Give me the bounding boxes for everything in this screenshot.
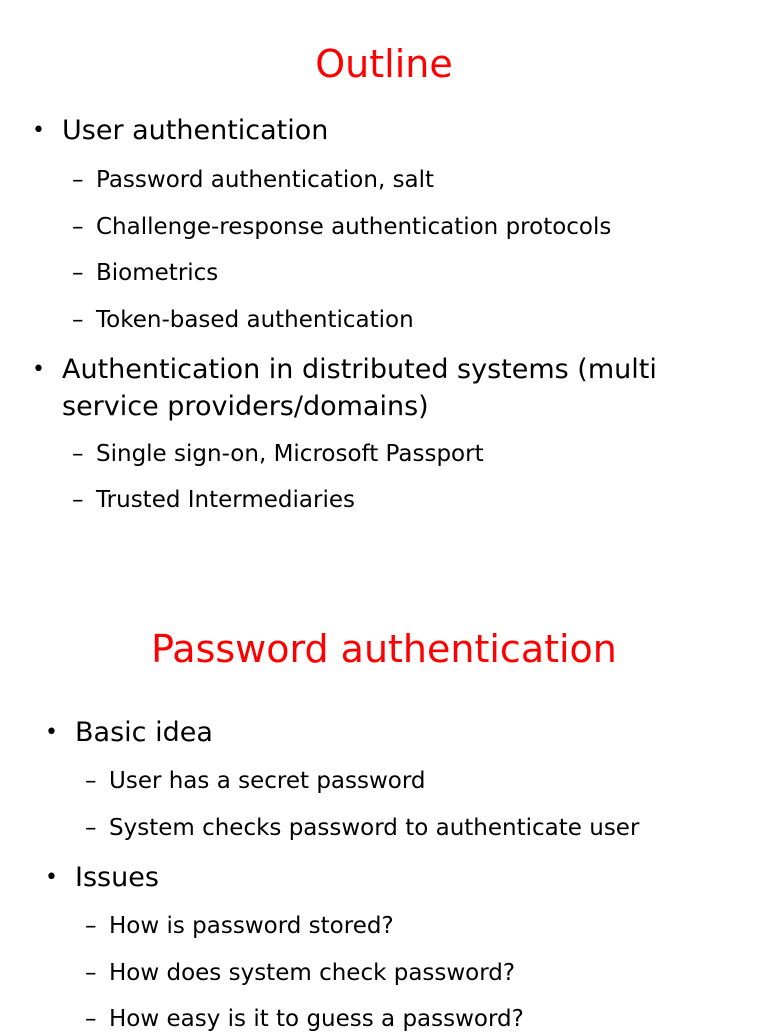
dash-icon: – (72, 441, 84, 467)
dash-icon: – (72, 167, 84, 193)
sub-bullet-text: How does system check password? (109, 960, 516, 986)
sub-bullet-text: How easy is it to guess a password? (109, 1006, 524, 1032)
sub-bullet-text: System checks password to authenticate user (109, 815, 640, 841)
bullet-item (32, 351, 657, 388)
dash-icon: – (72, 214, 84, 240)
bullet-item (45, 714, 213, 751)
sub-bullet-text: Token-based authentication (96, 307, 414, 333)
bullet-text: User authentication (62, 115, 329, 146)
bullet-icon: • (32, 118, 45, 143)
sub-bullet-item (72, 165, 435, 195)
dash-icon: – (72, 487, 84, 513)
bullet-item (45, 859, 159, 896)
sub-bullet-text: User has a secret password (109, 768, 426, 794)
slide-password-authentication (0, 590, 768, 1032)
bullet-text-line-2: service providers/domains) (62, 391, 429, 422)
dash-icon: – (85, 1006, 97, 1032)
sub-bullet-item (85, 911, 394, 941)
sub-bullet-text: Biometrics (96, 260, 219, 286)
sub-bullet-item (85, 958, 516, 988)
dash-icon: – (85, 768, 97, 794)
sub-bullet-text: Trusted Intermediaries (96, 487, 355, 513)
dash-icon: – (85, 913, 97, 939)
sub-bullet-item (72, 305, 414, 335)
sub-bullet-text: How is password stored? (109, 913, 394, 939)
sub-bullet-item (72, 212, 612, 242)
bullet-item-continuation (62, 388, 429, 425)
dash-icon: – (72, 307, 84, 333)
bullet-text: Basic idea (75, 717, 213, 748)
bullet-text-line-1: Authentication in distributed systems (multi (62, 354, 657, 385)
sub-bullet-text: Challenge-response authentication protocols (96, 214, 612, 240)
sub-bullet-item (85, 813, 640, 843)
bullet-icon: • (45, 720, 58, 745)
sub-bullet-item (85, 1004, 524, 1034)
bullet-icon: • (32, 357, 45, 382)
sub-bullet-item (72, 439, 484, 469)
dash-icon: – (85, 960, 97, 986)
slide-title: Password authentication (151, 627, 617, 671)
bullet-text: Issues (75, 862, 159, 893)
dash-icon: – (72, 260, 84, 286)
slide-title: Outline (315, 42, 453, 86)
sub-bullet-item (72, 258, 219, 288)
sub-bullet-item (85, 766, 426, 796)
bullet-icon: • (45, 865, 58, 890)
sub-bullet-text: Single sign-on, Microsoft Passport (96, 441, 484, 467)
bullet-item (32, 112, 329, 149)
sub-bullet-text: Password authentication, salt (96, 167, 435, 193)
dash-icon: – (85, 815, 97, 841)
sub-bullet-item (72, 485, 355, 515)
